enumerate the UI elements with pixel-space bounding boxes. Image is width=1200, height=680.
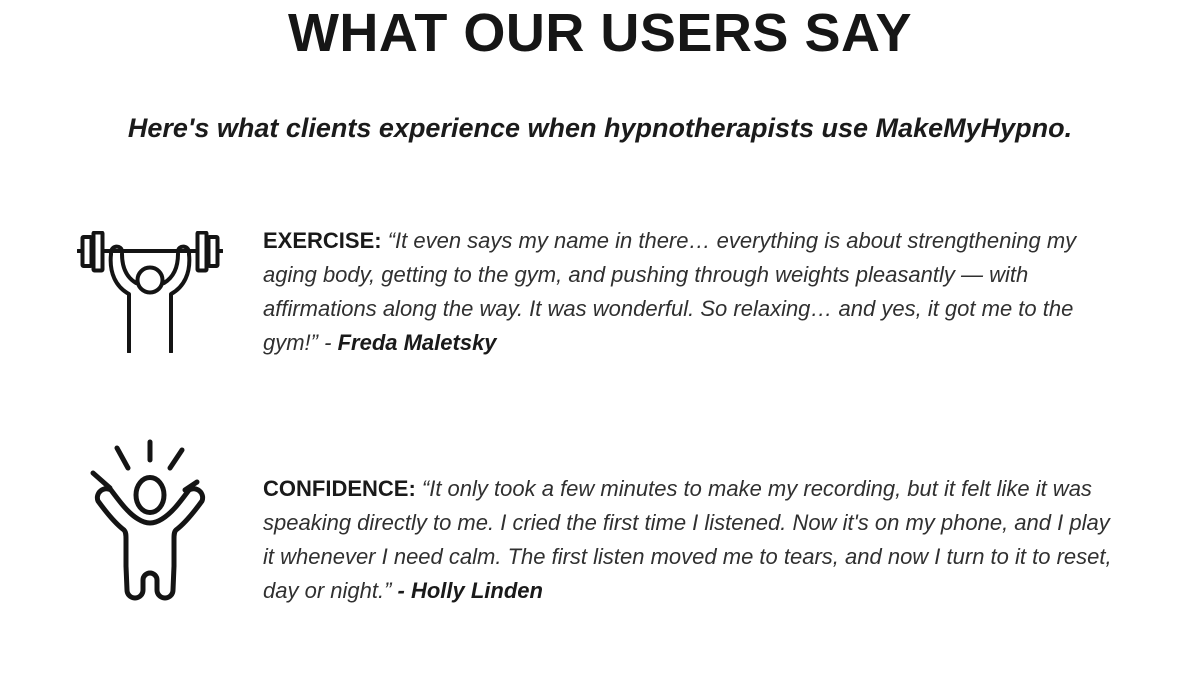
testimonial-quote: “It only took a few minutes to make my recording, but it felt like it was speaking directly to me. I cried the first time I listened. Now it's on my phone, and I play it whenever I need calm. The first listen moved me to tears, and now I turn to it to reset, day or night.” <box>263 476 1112 603</box>
confidence-icon <box>77 438 223 606</box>
testimonial-category: EXERCISE: <box>263 228 388 253</box>
weightlifter-icon <box>77 231 223 353</box>
testimonial-text <box>263 224 1122 360</box>
testimonial-row-exercise <box>0 224 1200 360</box>
attribution-dash: - <box>324 330 338 355</box>
testimonial-row-confidence <box>0 436 1200 608</box>
testimonial-author: Freda Maletsky <box>337 330 497 355</box>
testimonial-quote: “It even says my name in there… everything is about strengthening my aging body, getting to the gym, and pushing through weights pleasantly — with affirmations along the way. It was wonderful. So relaxing… and yes, it got me to the gym!” <box>263 228 1077 355</box>
section-subtitle: Here's what clients experience when hypnotherapists use MakeMyHypno. <box>127 113 1073 143</box>
testimonial-category: CONFIDENCE: <box>263 476 422 501</box>
testimonial-list <box>0 224 1200 608</box>
testimonial-author: - Holly Linden <box>397 578 543 603</box>
section-title: WHAT OUR USERS SAY <box>287 3 913 63</box>
testimonials-section <box>0 3 1200 680</box>
testimonial-text <box>263 472 1122 608</box>
